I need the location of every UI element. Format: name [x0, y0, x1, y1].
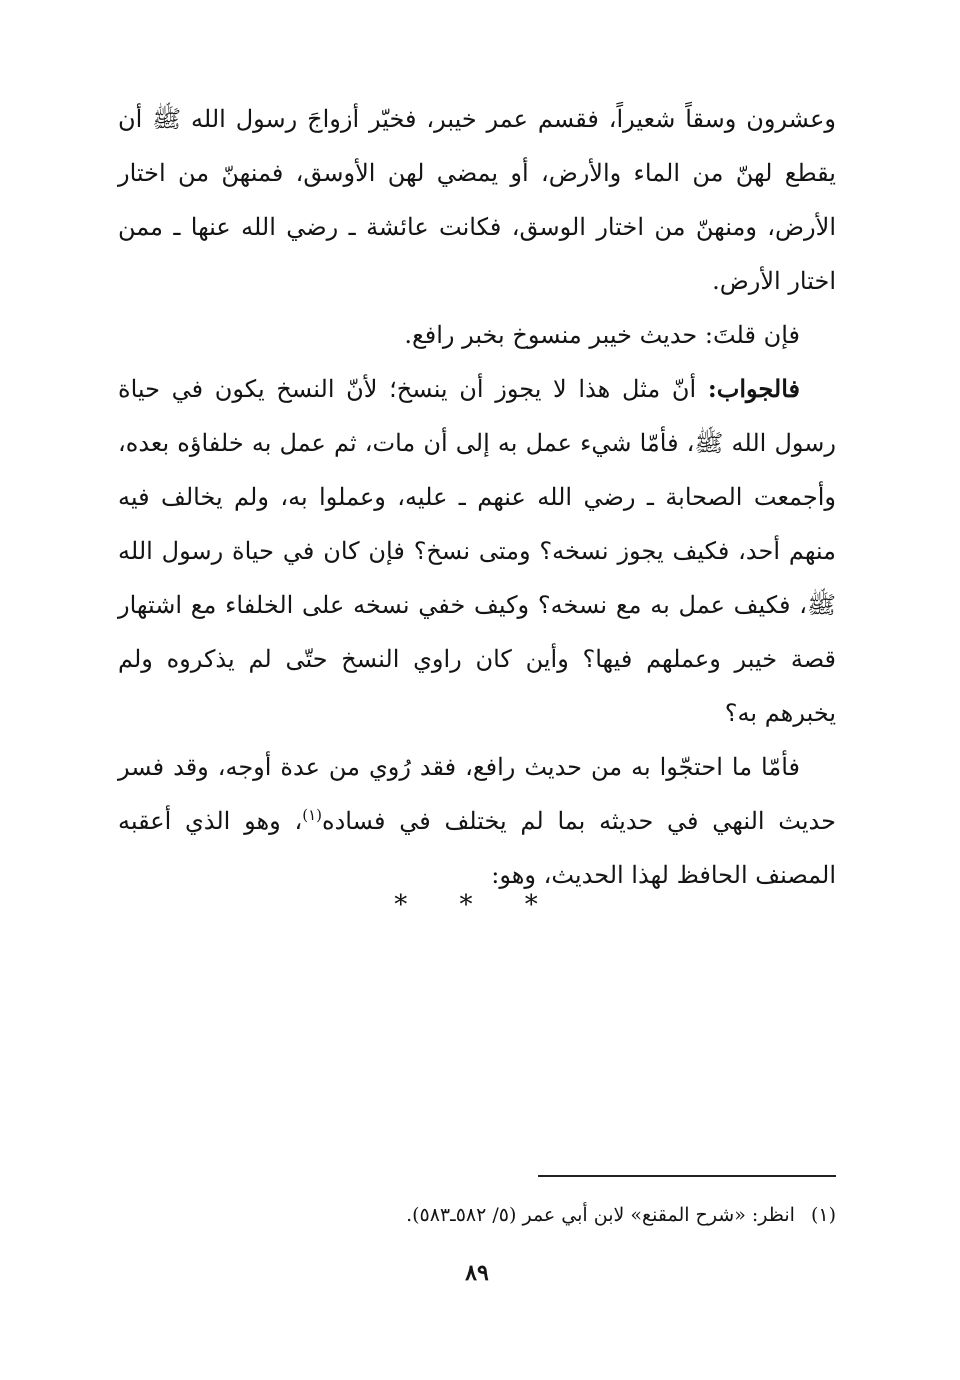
- section-separator: * * *: [394, 890, 560, 920]
- paragraph-4-text-part1: فأمّا ما احتجّوا به من حديث رافع، فقد رُوي من عدة أوجه، وقد فسر حديث النهي في حديثه بما لم يختلف في فساده: [118, 753, 836, 835]
- paragraph-2-text: فإن قلتَ: حديث خيبر منسوخ بخبر رافع.: [404, 321, 800, 349]
- page-number: ٨٩: [465, 1260, 489, 1286]
- footnote-text: انظر: «شرح المقنع» لابن أبي عمر (٥/ ٥٨٢ـ٥٨٣).: [406, 1204, 795, 1226]
- book-page: [118, 92, 836, 1352]
- paragraph-1-text: وعشرون وسقاً شعيراً، فقسم عمر خيبر، فخيّر أزواجَ رسول الله ﷺ أن يقطع لهنّ من الماء والأرض، أو يمضي لهن الأوسق، فمنهنّ من اختار الأرض، ومنهنّ من اختار الوسق، فكانت عائشة ـ رضي الله عنها ـ ممن اختار الأرض.: [118, 105, 836, 295]
- footnote-reference: (١): [302, 806, 323, 824]
- paragraph-1: [118, 92, 836, 308]
- footnote-divider: [538, 1175, 836, 1177]
- paragraph-2: [118, 308, 836, 362]
- paragraph-4: [118, 740, 836, 902]
- footnote: [118, 1200, 836, 1230]
- footnote-number: (١): [810, 1204, 836, 1226]
- paragraph-3: [118, 362, 836, 740]
- paragraph-3-text: أنّ مثل هذا لا يجوز أن ينسخ؛ لأنّ النسخ يكون في حياة رسول الله ﷺ، فأمّا شيء عمل به إلى أن مات، ثم عمل به خلفاؤه بعده، وأجمعت الصحابة ـ رضي الله عنهم ـ عليه، وعملوا به، ولم يخالف فيه منهم أحد، فكيف يجوز نسخه؟ ومتى نسخ؟ فإن كان في حياة رسول الله ﷺ، فكيف عمل به مع نسخه؟ وكيف خفي نسخه على الخلفاء مع اشتهار قصة خيبر وعملهم فيها؟ وأين كان راوي النسخ حتّى لم يذكروه ولم يخبرهم به؟: [118, 375, 836, 727]
- paragraph-4-text-part2: ، وهو الذي أعقبه المصنف الحافظ لهذا الحديث، وهو:: [118, 807, 836, 889]
- answer-lead: فالجواب:: [707, 374, 800, 403]
